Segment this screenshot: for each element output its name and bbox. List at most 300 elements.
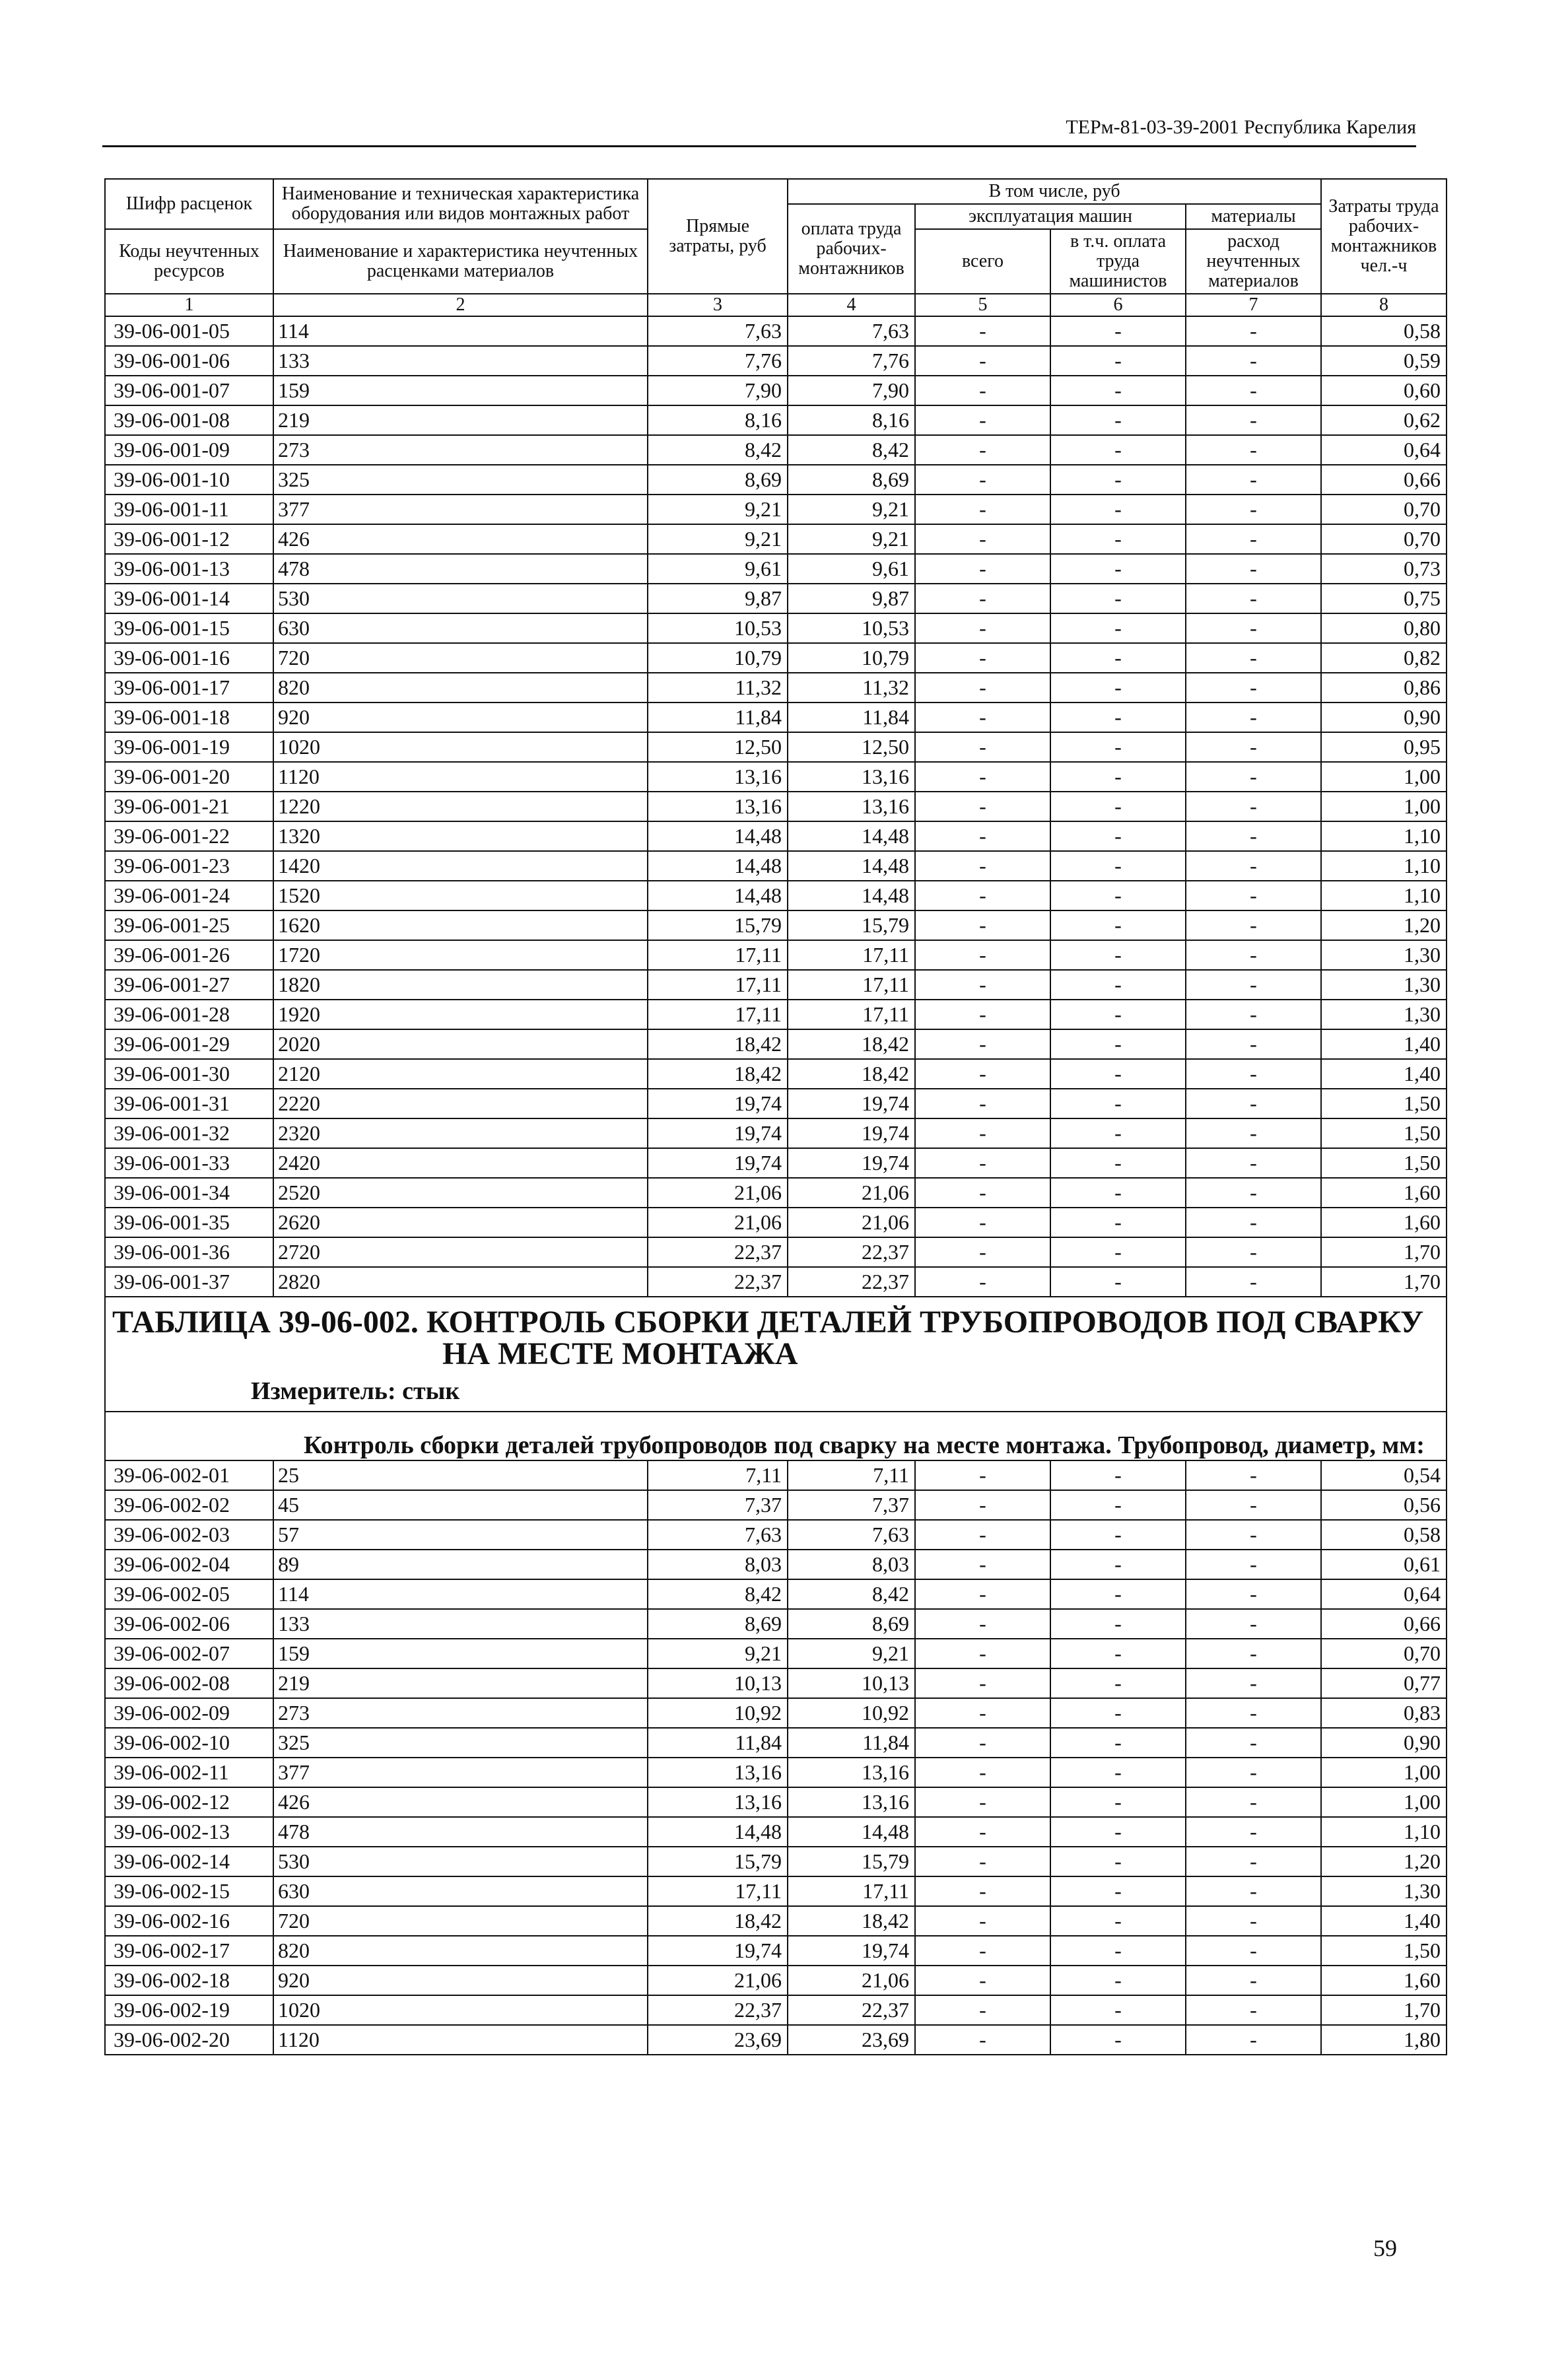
table-row: [105, 1817, 1447, 1847]
machine-labor-cell: -: [1050, 1728, 1186, 1758]
labor-costs-cell: 1,40: [1321, 1906, 1447, 1936]
diameter-cell: 2420: [273, 1148, 648, 1178]
machine-total-cell: -: [915, 1876, 1050, 1906]
materials-cell: -: [1186, 1550, 1321, 1579]
materials-cell: -: [1186, 792, 1321, 821]
rate-code-cell: 39-06-001-18: [105, 703, 273, 732]
labor-costs-cell: 0,64: [1321, 1579, 1447, 1609]
direct-costs-cell: 9,21: [648, 495, 788, 524]
table-row: [105, 970, 1447, 1000]
materials-cell: -: [1186, 405, 1321, 435]
machine-total-cell: -: [915, 673, 1050, 703]
rate-code-cell: 39-06-001-19: [105, 732, 273, 762]
labor-pay-cell: 8,03: [788, 1550, 915, 1579]
machine-total-cell: -: [915, 1906, 1050, 1936]
machine-total-cell: -: [915, 1267, 1050, 1297]
direct-costs-cell: 8,42: [648, 435, 788, 465]
materials-cell: -: [1186, 1758, 1321, 1787]
materials-cell: -: [1186, 1059, 1321, 1089]
machine-total-cell: -: [915, 1148, 1050, 1178]
machine-total-cell: -: [915, 1118, 1050, 1148]
header-materials-unaccounted: расход неучтенных материалов: [1186, 229, 1321, 294]
table-row: [105, 1668, 1447, 1698]
direct-costs-cell: 7,76: [648, 346, 788, 376]
machine-labor-cell: -: [1050, 1089, 1186, 1118]
rate-code-cell: 39-06-001-37: [105, 1267, 273, 1297]
table-row: [105, 2025, 1447, 2055]
direct-costs-cell: 13,16: [648, 792, 788, 821]
direct-costs-cell: 7,11: [648, 1460, 788, 1490]
labor-pay-cell: 8,69: [788, 1609, 915, 1639]
diameter-cell: 2620: [273, 1208, 648, 1237]
machine-total-cell: -: [915, 821, 1050, 851]
machine-total-cell: -: [915, 316, 1050, 346]
machine-labor-cell: -: [1050, 1668, 1186, 1698]
labor-pay-cell: 7,90: [788, 376, 915, 405]
direct-costs-cell: 17,11: [648, 940, 788, 970]
diameter-cell: 1020: [273, 732, 648, 762]
labor-pay-cell: 13,16: [788, 1758, 915, 1787]
direct-costs-cell: 23,69: [648, 2025, 788, 2055]
rate-code-cell: 39-06-002-15: [105, 1876, 273, 1906]
header-machine-operation: эксплуатация машин: [915, 204, 1186, 229]
labor-costs-cell: 1,50: [1321, 1936, 1447, 1966]
table-row: [105, 316, 1447, 346]
direct-costs-cell: 21,06: [648, 1178, 788, 1208]
materials-cell: -: [1186, 1876, 1321, 1906]
labor-pay-cell: 14,48: [788, 881, 915, 910]
direct-costs-cell: 7,63: [648, 316, 788, 346]
diameter-cell: 159: [273, 376, 648, 405]
header-code-resources: Коды неучтенных ресурсов: [105, 229, 273, 294]
diameter-cell: 530: [273, 584, 648, 613]
direct-costs-cell: 8,16: [648, 405, 788, 435]
table-row: [105, 792, 1447, 821]
rate-code-cell: 39-06-002-04: [105, 1550, 273, 1579]
diameter-cell: 114: [273, 316, 648, 346]
table-row: [105, 584, 1447, 613]
labor-costs-cell: 1,60: [1321, 1208, 1447, 1237]
header-direct-costs: Прямые затраты, руб: [648, 179, 788, 294]
direct-costs-cell: 10,13: [648, 1668, 788, 1698]
machine-labor-cell: -: [1050, 1817, 1186, 1847]
column-number: 1: [105, 294, 273, 316]
column-number: 3: [648, 294, 788, 316]
diameter-cell: 1720: [273, 940, 648, 970]
rate-code-cell: 39-06-002-06: [105, 1609, 273, 1639]
rate-code-cell: 39-06-002-02: [105, 1490, 273, 1520]
rate-code-cell: 39-06-002-19: [105, 1995, 273, 2025]
rate-code-cell: 39-06-002-10: [105, 1728, 273, 1758]
machine-labor-cell: -: [1050, 1787, 1186, 1817]
diameter-cell: 1120: [273, 2025, 648, 2055]
table-row: [105, 1520, 1447, 1550]
machine-total-cell: -: [915, 1550, 1050, 1579]
column-number: 4: [788, 294, 915, 316]
materials-cell: -: [1186, 1609, 1321, 1639]
table-row: [105, 554, 1447, 584]
diameter-cell: 133: [273, 1609, 648, 1639]
machine-labor-cell: -: [1050, 1995, 1186, 2025]
rate-code-cell: 39-06-001-06: [105, 346, 273, 376]
rate-code-cell: 39-06-001-34: [105, 1178, 273, 1208]
rate-code-cell: 39-06-001-27: [105, 970, 273, 1000]
diameter-cell: 89: [273, 1550, 648, 1579]
machine-labor-cell: -: [1050, 1639, 1186, 1668]
machine-total-cell: -: [915, 584, 1050, 613]
labor-pay-cell: 13,16: [788, 762, 915, 792]
diameter-cell: 920: [273, 1966, 648, 1995]
machine-total-cell: -: [915, 1490, 1050, 1520]
materials-cell: -: [1186, 881, 1321, 910]
machine-labor-cell: -: [1050, 465, 1186, 495]
header-machine-total: всего: [915, 229, 1050, 294]
materials-cell: -: [1186, 1000, 1321, 1029]
direct-costs-cell: 11,32: [648, 673, 788, 703]
labor-pay-cell: 23,69: [788, 2025, 915, 2055]
direct-costs-cell: 9,61: [648, 554, 788, 584]
machine-labor-cell: -: [1050, 1178, 1186, 1208]
diameter-cell: 1220: [273, 792, 648, 821]
labor-costs-cell: 1,20: [1321, 1847, 1447, 1876]
machine-total-cell: -: [915, 495, 1050, 524]
table-row: [105, 643, 1447, 673]
diameter-cell: 219: [273, 405, 648, 435]
machine-total-cell: -: [915, 1609, 1050, 1639]
labor-pay-cell: 22,37: [788, 1237, 915, 1267]
table-row: [105, 1089, 1447, 1118]
materials-cell: -: [1186, 1966, 1321, 1995]
materials-cell: -: [1186, 1787, 1321, 1817]
labor-costs-cell: 1,40: [1321, 1059, 1447, 1089]
direct-costs-cell: 18,42: [648, 1029, 788, 1059]
labor-costs-cell: 1,40: [1321, 1029, 1447, 1059]
direct-costs-cell: 7,37: [648, 1490, 788, 1520]
labor-costs-cell: 1,60: [1321, 1966, 1447, 1995]
materials-cell: -: [1186, 1728, 1321, 1758]
materials-cell: -: [1186, 376, 1321, 405]
machine-labor-cell: -: [1050, 1000, 1186, 1029]
rate-code-cell: 39-06-001-05: [105, 316, 273, 346]
section-title-cell: [105, 1297, 1447, 1412]
rates-table: [104, 178, 1447, 2055]
materials-cell: -: [1186, 1668, 1321, 1698]
diameter-cell: 720: [273, 643, 648, 673]
materials-cell: -: [1186, 762, 1321, 792]
machine-labor-cell: -: [1050, 881, 1186, 910]
direct-costs-cell: 19,74: [648, 1148, 788, 1178]
labor-pay-cell: 19,74: [788, 1936, 915, 1966]
labor-pay-cell: 18,42: [788, 1059, 915, 1089]
direct-costs-cell: 17,11: [648, 970, 788, 1000]
labor-pay-cell: 7,11: [788, 1460, 915, 1490]
direct-costs-cell: 19,74: [648, 1936, 788, 1966]
machine-labor-cell: -: [1050, 405, 1186, 435]
machine-labor-cell: -: [1050, 1698, 1186, 1728]
machine-labor-cell: -: [1050, 643, 1186, 673]
machine-labor-cell: -: [1050, 1906, 1186, 1936]
machine-labor-cell: -: [1050, 1148, 1186, 1178]
labor-costs-cell: 1,10: [1321, 1817, 1447, 1847]
table-row: [105, 821, 1447, 851]
rate-code-cell: 39-06-002-11: [105, 1758, 273, 1787]
labor-pay-cell: 22,37: [788, 1995, 915, 2025]
labor-pay-cell: 7,37: [788, 1490, 915, 1520]
table-row: [105, 1000, 1447, 1029]
diameter-cell: 1020: [273, 1995, 648, 2025]
table-row: [105, 703, 1447, 732]
machine-labor-cell: -: [1050, 1579, 1186, 1609]
table-row: [105, 1178, 1447, 1208]
machine-labor-cell: -: [1050, 970, 1186, 1000]
section-title-line2: НА МЕСТЕ МОНТАЖА: [442, 1336, 798, 1371]
materials-cell: -: [1186, 1995, 1321, 2025]
column-number: 7: [1186, 294, 1321, 316]
direct-costs-cell: 12,50: [648, 732, 788, 762]
machine-total-cell: -: [915, 1460, 1050, 1490]
direct-costs-cell: 21,06: [648, 1208, 788, 1237]
labor-costs-cell: 0,58: [1321, 316, 1447, 346]
rate-code-cell: 39-06-001-24: [105, 881, 273, 910]
labor-pay-cell: 14,48: [788, 851, 915, 881]
column-number: 8: [1321, 294, 1447, 316]
diameter-cell: 133: [273, 346, 648, 376]
machine-labor-cell: -: [1050, 792, 1186, 821]
labor-costs-cell: 0,82: [1321, 643, 1447, 673]
machine-total-cell: -: [915, 1579, 1050, 1609]
labor-costs-cell: 0,86: [1321, 673, 1447, 703]
document-code: ТЕРм-81-03-39-2001 Республика Карелия: [1066, 116, 1416, 138]
machine-total-cell: -: [915, 1995, 1050, 2025]
machine-total-cell: -: [915, 1178, 1050, 1208]
labor-pay-cell: 7,63: [788, 1520, 915, 1550]
rate-code-cell: 39-06-001-25: [105, 910, 273, 940]
materials-cell: -: [1186, 1237, 1321, 1267]
rate-code-cell: 39-06-001-22: [105, 821, 273, 851]
machine-labor-cell: -: [1050, 732, 1186, 762]
section-description: Контроль сборки деталей трубопроводов под сварку на месте монтажа. Трубопровод, диаметр, мм:: [105, 1412, 1447, 1460]
labor-pay-cell: 9,21: [788, 1639, 915, 1668]
direct-costs-cell: 9,21: [648, 1639, 788, 1668]
materials-cell: -: [1186, 1639, 1321, 1668]
materials-cell: -: [1186, 346, 1321, 376]
table-row: [105, 1876, 1447, 1906]
materials-cell: -: [1186, 1208, 1321, 1237]
table-row: [105, 1148, 1447, 1178]
labor-pay-cell: 9,21: [788, 495, 915, 524]
labor-costs-cell: 1,80: [1321, 2025, 1447, 2055]
machine-total-cell: -: [915, 554, 1050, 584]
machine-total-cell: -: [915, 1698, 1050, 1728]
rate-code-cell: 39-06-001-36: [105, 1237, 273, 1267]
machine-labor-cell: -: [1050, 524, 1186, 554]
direct-costs-cell: 22,37: [648, 1995, 788, 2025]
machine-labor-cell: -: [1050, 1237, 1186, 1267]
header-materials: материалы: [1186, 204, 1321, 229]
table-row: [105, 1059, 1447, 1089]
rate-code-cell: 39-06-001-16: [105, 643, 273, 673]
machine-total-cell: -: [915, 465, 1050, 495]
materials-cell: -: [1186, 584, 1321, 613]
materials-cell: -: [1186, 1698, 1321, 1728]
labor-costs-cell: 1,30: [1321, 940, 1447, 970]
rate-code-cell: 39-06-001-12: [105, 524, 273, 554]
machine-labor-cell: -: [1050, 613, 1186, 643]
materials-cell: -: [1186, 673, 1321, 703]
header-labor-costs: Затраты труда рабочих-монтажников чел.-ч: [1321, 179, 1447, 294]
rate-code-cell: 39-06-001-13: [105, 554, 273, 584]
labor-pay-cell: 15,79: [788, 910, 915, 940]
machine-total-cell: -: [915, 792, 1050, 821]
direct-costs-cell: 8,69: [648, 1609, 788, 1639]
machine-labor-cell: -: [1050, 1118, 1186, 1148]
materials-cell: -: [1186, 554, 1321, 584]
table-row: [105, 1609, 1447, 1639]
direct-costs-cell: 9,87: [648, 584, 788, 613]
labor-pay-cell: 21,06: [788, 1178, 915, 1208]
table-row: [105, 1906, 1447, 1936]
machine-total-cell: -: [915, 2025, 1050, 2055]
direct-costs-cell: 10,92: [648, 1698, 788, 1728]
table-body-002: [105, 1460, 1447, 2055]
diameter-cell: 2320: [273, 1118, 648, 1148]
machine-labor-cell: -: [1050, 1490, 1186, 1520]
direct-costs-cell: 8,42: [648, 1579, 788, 1609]
rate-code-cell: 39-06-001-21: [105, 792, 273, 821]
direct-costs-cell: 8,03: [648, 1550, 788, 1579]
labor-pay-cell: 9,21: [788, 524, 915, 554]
rate-code-cell: 39-06-001-08: [105, 405, 273, 435]
column-number: 6: [1050, 294, 1186, 316]
rate-code-cell: 39-06-002-05: [105, 1579, 273, 1609]
materials-cell: -: [1186, 851, 1321, 881]
diameter-cell: 630: [273, 1876, 648, 1906]
table-row: [105, 673, 1447, 703]
machine-total-cell: -: [915, 1728, 1050, 1758]
labor-costs-cell: 0,70: [1321, 495, 1447, 524]
machine-labor-cell: -: [1050, 316, 1186, 346]
labor-pay-cell: 17,11: [788, 970, 915, 1000]
rate-code-cell: 39-06-001-33: [105, 1148, 273, 1178]
header-name-materials: Наименование и характеристика неучтенных расценками материалов: [273, 229, 648, 294]
rate-code-cell: 39-06-002-12: [105, 1787, 273, 1817]
rate-code-cell: 39-06-001-29: [105, 1029, 273, 1059]
machine-labor-cell: -: [1050, 1936, 1186, 1966]
machine-total-cell: -: [915, 1817, 1050, 1847]
direct-costs-cell: 15,79: [648, 1847, 788, 1876]
table-row: [105, 1490, 1447, 1520]
labor-costs-cell: 0,80: [1321, 613, 1447, 643]
direct-costs-cell: 18,42: [648, 1059, 788, 1089]
direct-costs-cell: 14,48: [648, 881, 788, 910]
table-row: [105, 940, 1447, 970]
labor-costs-cell: 1,20: [1321, 910, 1447, 940]
labor-costs-cell: 0,54: [1321, 1460, 1447, 1490]
machine-total-cell: -: [915, 1089, 1050, 1118]
rate-code-cell: 39-06-001-32: [105, 1118, 273, 1148]
header-code-rate: Шифр расценок: [105, 179, 273, 229]
labor-costs-cell: 0,77: [1321, 1668, 1447, 1698]
machine-total-cell: -: [915, 1668, 1050, 1698]
materials-cell: -: [1186, 1148, 1321, 1178]
machine-total-cell: -: [915, 1000, 1050, 1029]
column-number-row: [105, 294, 1447, 316]
machine-total-cell: -: [915, 1639, 1050, 1668]
direct-costs-cell: 8,69: [648, 465, 788, 495]
diameter-cell: 530: [273, 1847, 648, 1876]
labor-pay-cell: 18,42: [788, 1906, 915, 1936]
labor-pay-cell: 11,84: [788, 1728, 915, 1758]
diameter-cell: 219: [273, 1668, 648, 1698]
labor-costs-cell: 1,10: [1321, 851, 1447, 881]
labor-costs-cell: 0,61: [1321, 1550, 1447, 1579]
diameter-cell: 1620: [273, 910, 648, 940]
diameter-cell: 426: [273, 524, 648, 554]
labor-costs-cell: 1,30: [1321, 970, 1447, 1000]
machine-labor-cell: -: [1050, 495, 1186, 524]
machine-labor-cell: -: [1050, 1520, 1186, 1550]
labor-pay-cell: 17,11: [788, 1876, 915, 1906]
direct-costs-cell: 11,84: [648, 1728, 788, 1758]
materials-cell: -: [1186, 613, 1321, 643]
header-name-work: Наименование и техническая характеристика оборудования или видов монтажных работ: [273, 179, 648, 229]
diameter-cell: 920: [273, 703, 648, 732]
table-row: [105, 1787, 1447, 1817]
rate-code-cell: 39-06-001-09: [105, 435, 273, 465]
diameter-cell: 1320: [273, 821, 648, 851]
machine-total-cell: -: [915, 435, 1050, 465]
direct-costs-cell: 7,90: [648, 376, 788, 405]
machine-labor-cell: -: [1050, 1609, 1186, 1639]
section-title: [112, 1307, 1439, 1370]
labor-pay-cell: 13,16: [788, 1787, 915, 1817]
machine-labor-cell: -: [1050, 435, 1186, 465]
materials-cell: -: [1186, 732, 1321, 762]
table-row: [105, 376, 1447, 405]
rate-code-cell: 39-06-001-26: [105, 940, 273, 970]
machine-total-cell: -: [915, 881, 1050, 910]
rate-code-cell: 39-06-001-35: [105, 1208, 273, 1237]
rate-code-cell: 39-06-002-17: [105, 1936, 273, 1966]
direct-costs-cell: 19,74: [648, 1118, 788, 1148]
direct-costs-cell: 10,79: [648, 643, 788, 673]
diameter-cell: 630: [273, 613, 648, 643]
materials-cell: -: [1186, 524, 1321, 554]
labor-costs-cell: 0,90: [1321, 703, 1447, 732]
diameter-cell: 2220: [273, 1089, 648, 1118]
machine-labor-cell: -: [1050, 821, 1186, 851]
table-row: [105, 1550, 1447, 1579]
direct-costs-cell: 21,06: [648, 1966, 788, 1995]
table-row: [105, 465, 1447, 495]
materials-cell: -: [1186, 495, 1321, 524]
diameter-cell: 1420: [273, 851, 648, 881]
labor-costs-cell: 1,00: [1321, 792, 1447, 821]
labor-costs-cell: 0,59: [1321, 346, 1447, 376]
machine-labor-cell: -: [1050, 1550, 1186, 1579]
machine-labor-cell: -: [1050, 1029, 1186, 1059]
rate-code-cell: 39-06-001-23: [105, 851, 273, 881]
machine-total-cell: -: [915, 1029, 1050, 1059]
direct-costs-cell: 22,37: [648, 1267, 788, 1297]
table-row: [105, 1936, 1447, 1966]
machine-labor-cell: -: [1050, 762, 1186, 792]
materials-cell: -: [1186, 1118, 1321, 1148]
diameter-cell: 325: [273, 465, 648, 495]
machine-total-cell: -: [915, 524, 1050, 554]
machine-total-cell: -: [915, 910, 1050, 940]
diameter-cell: 45: [273, 1490, 648, 1520]
